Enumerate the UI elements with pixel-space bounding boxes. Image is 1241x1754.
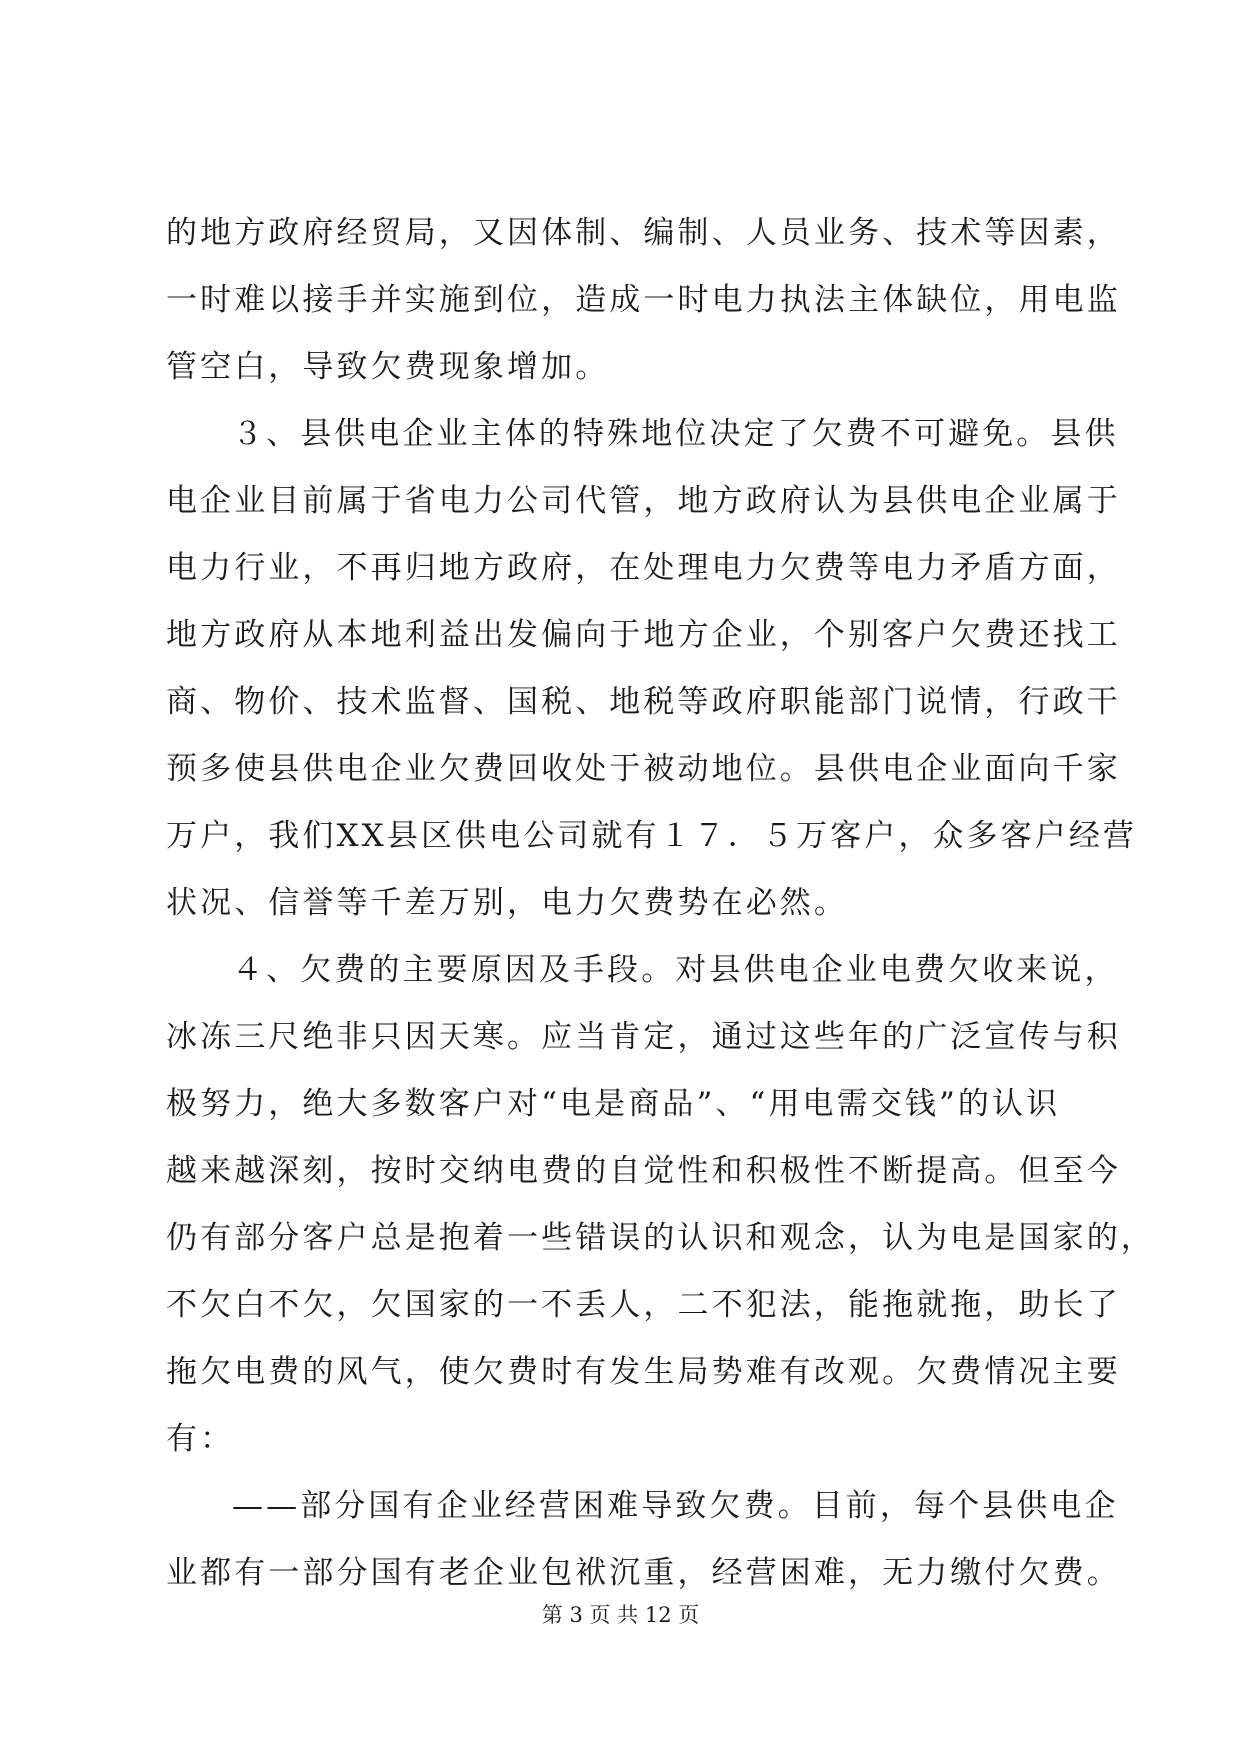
text-line: 拖欠电费的风气，使欠费时有发生局势难有改观。欠费情况主要 [166,1354,1121,1390]
text-line: 业都有一部分国有老企业包袱沉重，经营困难，无力缴付欠费。 [166,1555,1121,1591]
text-line: 一时难以接手并实施到位，造成一时电力执法主体缺位，用电监 [166,282,1121,318]
text-line: 的地方政府经贸局，又因体制、编制、人员业务、技术等因素， [166,215,1121,251]
paragraph-start-line: ３、县供电企业主体的特殊地位决定了欠费不可避免。县供 [232,416,1119,452]
text-line: 不欠白不欠，欠国家的一不丢人，二不犯法，能拖就拖，助长了 [166,1287,1121,1323]
text-line: 状况、信誉等千差万别，电力欠费势在必然。 [166,885,848,921]
text-line: 极努力，绝大多数客户对“电是商品”、“用电需交钱”的认识 [166,1086,1061,1122]
text-line: 越来越深刻，按时交纳电费的自觉性和积极性不断提高。但至今 [166,1153,1121,1189]
text-line: 预多使县供电企业欠费回收处于被动地位。县供电企业面向千家 [166,751,1121,787]
text-line: 有： [166,1421,235,1457]
text-line: 万户，我们XX县区供电公司就有１７．５万客户，众多客户经营 [166,818,1138,854]
text-line: 仍有部分客户总是抱着一些错误的认识和观念，认为电是国家的， [166,1220,1155,1256]
text-line: 管空白，导致欠费现象增加。 [166,349,610,385]
paragraph-start-line: ——部分国有企业经营困难导致欠费。目前，每个县供电企 [232,1488,1119,1524]
paragraph-start-line: ４、欠费的主要原因及手段。对县供电企业电费欠收来说， [232,952,1119,988]
text-line: 电企业目前属于省电力公司代管，地方政府认为县供电企业属于 [166,483,1121,519]
text-line: 商、物价、技术监督、国税、地税等政府职能部门说情，行政干 [166,684,1121,720]
text-line: 地方政府从本地利益出发偏向于地方企业，个别客户欠费还找工 [166,617,1121,653]
page-number-footer: 第 3 页 共 12 页 [541,1603,700,1627]
text-line: 电力行业，不再归地方政府，在处理电力欠费等电力矛盾方面， [166,550,1121,586]
text-line: 冰冻三尺绝非只因天寒。应当肯定，通过这些年的广泛宣传与积 [166,1019,1121,1055]
page-body [166,200,1155,1607]
